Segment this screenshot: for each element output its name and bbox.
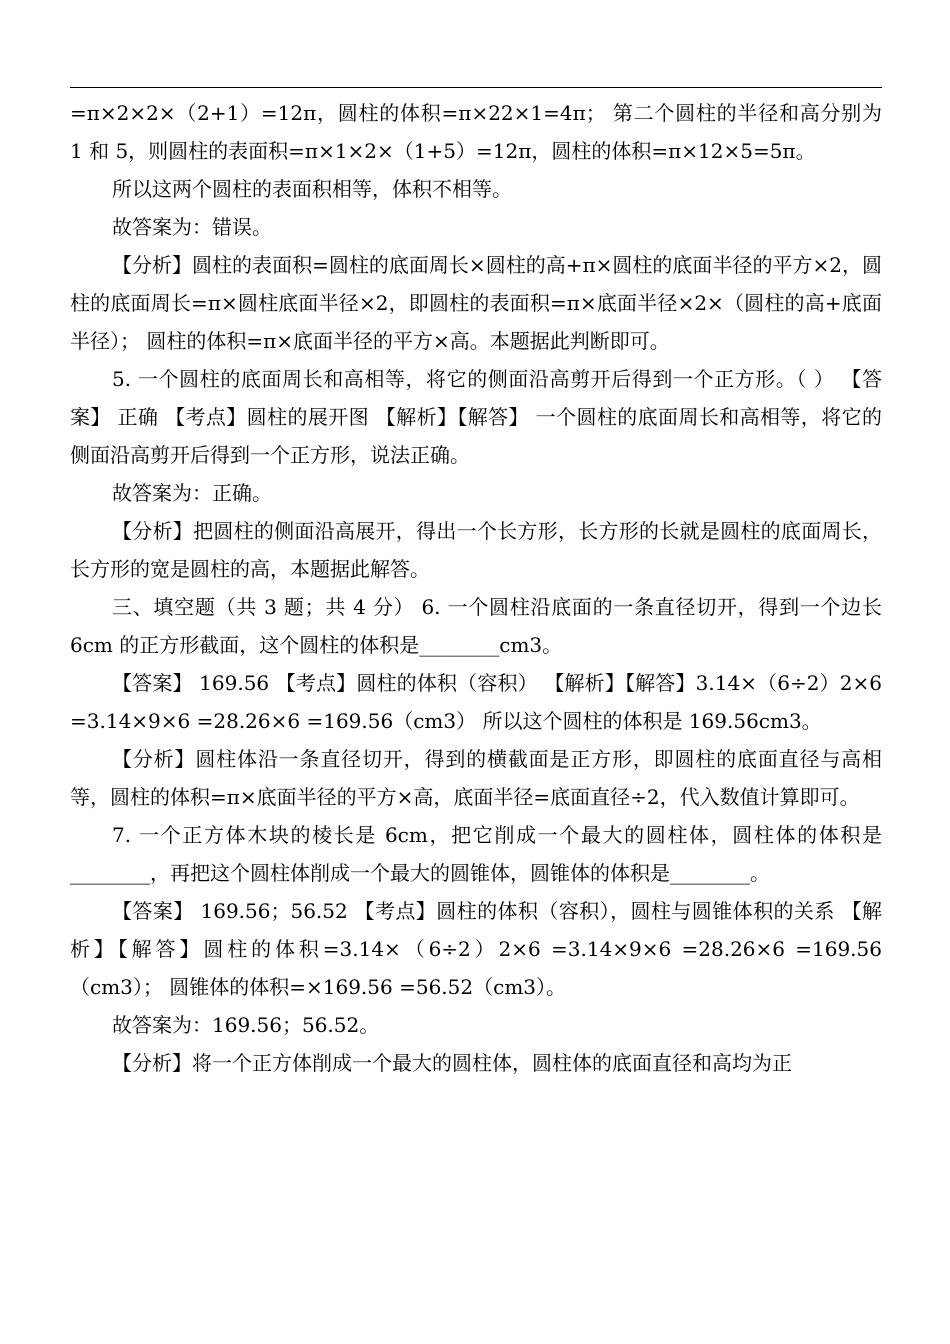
paragraph-question-6: 三、填空题（共 3 题；共 4 分） 6. 一个圆柱沿底面的一条直径切开，得到一个边长 6cm 的正方形截面，这个圆柱的体积是________cm3。 [70,595,882,657]
paragraph-answer-5: 故答案为：正确。 [112,481,272,505]
paragraph-question-5: 5. 一个圆柱的底面周长和高相等，将它的侧面沿高剪开后得到一个正方形。（ ） 【答案】 正确 【考点】圆柱的展开图 【解析】【解答】 一个圆柱的底面周长和高相等，将它的侧面沿高剪开后得到一个正方形，说法正确。 [70,367,882,467]
paragraph-cylinder-calc: =π×2×2×（2+1）=12π，圆柱的体积=π×22×1=4π； 第二个圆柱的半径和高分别为 1 和 5，则圆柱的表面积=π×1×2×（1+5）=12π，圆柱的体积=π×12×5=5π。 [70,101,882,163]
paragraph-question-7: 7. 一个正方体木块的棱长是 6cm，把它削成一个最大的圆柱体，圆柱体的体积是________，再把这个圆柱体削成一个最大的圆锥体，圆锥体的体积是________。 [70,823,882,885]
paragraph-answer-6: 【答案】 169.56 【考点】圆柱的体积（容积） 【解析】【解答】3.14×（6÷2）2×6 =3.14×9×6 =28.26×6 =169.56（cm3） 所以这个圆柱的体积是 169.56cm3。 [70,671,882,733]
paragraph-conclusion: 所以这两个圆柱的表面积相等，体积不相等。 [112,177,512,201]
paragraph-answer-7: 【答案】 169.56；56.52 【考点】圆柱的体积（容积），圆柱与圆锥体积的关系 【解析】【解答】圆柱的体积=3.14×（6÷2）2×6 =3.14×9×6 =28.26×6 =169.56（cm3）； 圆锥体的体积=×169.56 =56.52（cm3）。 [70,899,882,999]
paragraph-analysis-5: 【分析】把圆柱的侧面沿高展开，得出一个长方形，长方形的长就是圆柱的底面周长，长方形的宽是圆柱的高，本题据此解答。 [70,519,882,581]
paragraph-analysis-7: 【分析】将一个正方体削成一个最大的圆柱体，圆柱体的底面直径和高均为正 [112,1051,792,1075]
paragraph-analysis-4: 【分析】圆柱的表面积=圆柱的底面周长×圆柱的高+π×圆柱的底面半径的平方×2，圆柱的底面周长=π×圆柱底面半径×2，即圆柱的表面积=π×底面半径×2×（圆柱的高+底面半径）； 圆柱的体积=π×底面半径的平方×高。本题据此判断即可。 [70,253,882,353]
header-rule [70,87,882,88]
paragraph-analysis-6: 【分析】圆柱体沿一条直径切开，得到的横截面是正方形，即圆柱的底面直径与高相等，圆柱的体积=π×底面半径的平方×高，底面半径=底面直径÷2，代入数值计算即可。 [70,747,882,809]
document-body [70,94,882,1082]
paragraph-answer-4: 故答案为：错误。 [112,215,272,239]
paragraph-final-answer-7: 故答案为：169.56；56.52。 [112,1013,380,1037]
